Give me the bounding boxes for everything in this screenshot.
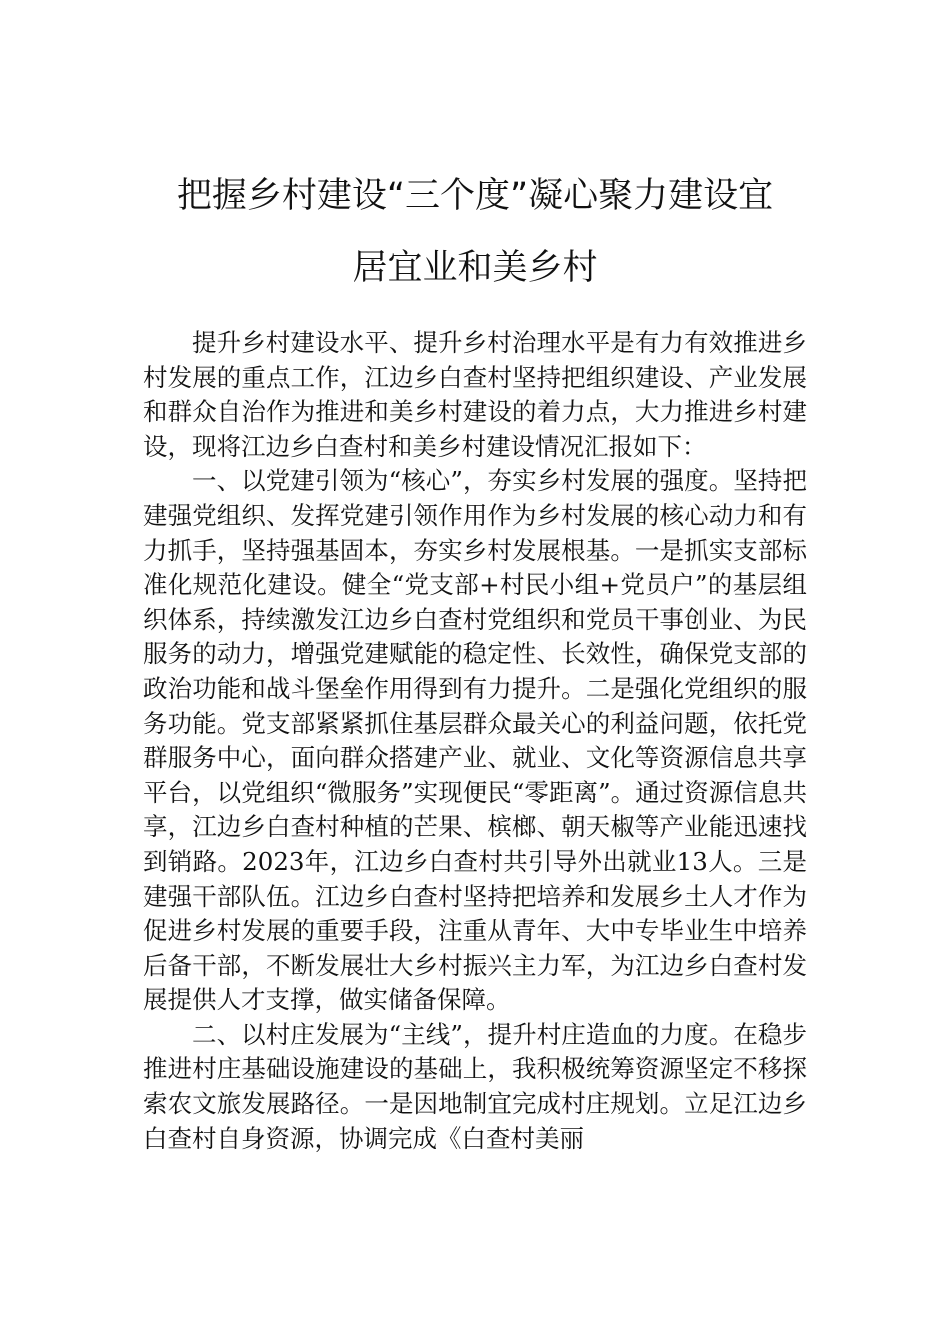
document-body <box>143 326 807 1156</box>
paragraph-intro <box>143 326 807 464</box>
title-line-1: 把握乡村建设“三个度”凝心聚力建设宜 <box>176 176 774 216</box>
paragraph-section-2 <box>143 1018 807 1156</box>
title-line-2: 居宜业和美乡村 <box>352 248 598 288</box>
section-heading: 一、以党建引领为“核心”，夯实乡村发展的强度。 <box>192 466 734 496</box>
paragraph-text: 提升乡村建设水平、提升乡村治理水平是有力有效推进乡村发展的重点工作，江边乡白查村坚持把组织建设、产业发展和群众自治作为推进和美乡村建设的着力点，大力推进乡村建设，现将江边乡白查村和美乡村建设情况汇报如下： <box>143 328 807 461</box>
document-title <box>100 160 850 304</box>
paragraph-text: 在稳步推进村庄基础设施建设的基础上，我积极统筹资源坚定不移探索农文旅发展路径。一是因地制宜完成村庄规划。立足江边乡白查村自身资源，协调完成《白查村美丽 <box>143 1019 807 1153</box>
section-heading: 二、以村庄发展为“主线”，提升村庄造血的力度。 <box>192 1019 734 1049</box>
paragraph-text: 坚持把建强党组织、发挥党建引领作用作为乡村发展的核心动力和有力抓手，坚持强基固本，夯实乡村发展根基。一是抓实支部标准化规范化建设。健全“党支部+村民小组+党员户”的基层组织体系，持续激发江边乡白查村党组织和党员干事创业、为民服务的动力，增强党建赋能的稳定性、长效性，确保党支部的政治功能和战斗堡垒作用得到有力提升。二是强化党组织的服务功能。党支部紧紧抓住基层群众最关心的利益问题，依托党群服务中心，面向群众搭建产业、就业、文化等资源信息共享平台，以党组织“微服务”实现便民“零距离”。通过资源信息共享，江边乡白查村种植的芒果、槟榔、朝天椒等产业能迅速找到销路。2023年，江边乡白查村共引导外出就业13人。三是建强干部队伍。江边乡白查村坚持把培养和发展乡土人才作为促进乡村发展的重要手段，注重从青年、大中专毕业生中培养后备干部，不断发展壮大乡村振兴主力军，为江边乡白查村发展提供人才支撑，做实储备保障。 <box>143 466 807 1015</box>
paragraph-section-1 <box>143 464 807 1018</box>
